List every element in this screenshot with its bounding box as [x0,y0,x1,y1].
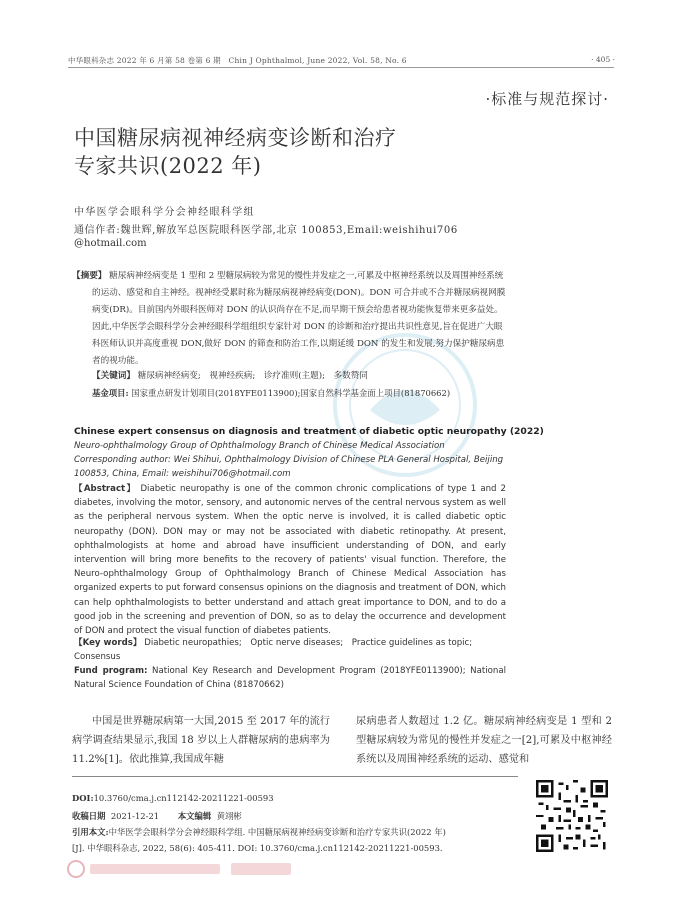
doi-value[interactable]: 10.3760/cma.j.cn112142-20211221-00593 [93,793,274,803]
editor-name: 黄翊彬 [216,811,242,821]
english-fund-label: Fund program: [74,666,148,676]
header-rule [68,67,614,68]
english-title: Chinese expert consensus on diagnosis and treatment of diabetic optic neuropathy (2022) [74,426,544,437]
english-fund [74,664,506,692]
english-keywords-text: Diabetic neuropathies; Optic nerve diseases; Practice guidelines as topic; Consensus [74,638,481,663]
cite-text1: 中华医学会眼科学分会神经眼科学组. 中国糖尿病视神经病变诊断和治疗专家共识(2022 年) [108,827,446,837]
editor-label: 本文编辑 [177,811,212,821]
english-keywords-label: 【Key words】 [74,638,142,648]
publisher-logo-watermark [66,858,306,880]
cite-label: 引用本文: [72,827,109,837]
citation-line1 [72,826,446,838]
corresponding-author-line1: 通信作者:魏世辉,解放军总医院眼科医学部,北京 100853,Email:weishihui706 [74,225,458,236]
keywords-text: 糖尿病神经病变; 视神经疾病; 诊疗准则(主题); 多数赞同 [137,371,368,381]
english-fund-text: National Key Research and Development Program (2018YFE0113900); National Natural Science Foundation of China (81870662) [74,666,506,691]
body-column-left: 中国是世界糖尿病第一大国,2015 至 2017 年的流行病学调查结果显示,我国 18 岁以上人群糖尿病的患病率为 11.2%[1]。依此推算,我国成年糖 [72,716,330,765]
author-group: 中华医学会眼科学分会神经眼科学组 [74,207,255,218]
citation-line2: [J]. 中华眼科杂志, 2022, 58(6): 405-411. DOI: 10.3760/cma.j.cn112142-20211221-00593. [72,843,443,853]
keywords-label: 【关键词】 [92,371,135,381]
qr-code[interactable] [536,780,608,852]
article-title-line2: 专家共识(2022 年) [74,154,262,178]
footnote-rule [72,776,518,777]
english-abstract-label: 【Abstract】 [74,484,137,494]
english-author-group: Neuro-ophthalmology Group of Ophthalmology Branch of Chinese Medical Association [74,441,445,451]
abstract-label: 【摘要】 [72,271,107,281]
received-label: 收稿日期 [72,811,106,821]
fund-text: 国家重点研发计划项目(2018YFE0113900);国家自然科学基金面上项目(81870662) [131,388,451,398]
corresponding-author-line2: @hotmail.com [74,238,147,249]
fund-label: 基金项目: [92,388,129,398]
chinese-abstract [72,268,510,370]
running-head: 中华眼科杂志 2022 年 6 月第 58 卷第 6 期 Chin J Ophthalmol, June 2022, Vol. 58, No. 6 [68,56,407,65]
english-corresponding-line1: Corresponding author: Wei Shihui, Ophthalmology Division of Chinese PLA General Hospital, Beijing [74,455,504,465]
abstract-text: 糖尿病神经病变是 1 型和 2 型糖尿病较为常见的慢性并发症之一,可累及中枢神经系统以及周围神经系统的运动、感觉和自主神经。视神经受累时称为糖尿病视神经病变(DON)。DON 可合并或不合并糖尿病视网膜病变(DR)。目前国内外眼科医师对 DON 的认识尚存在不足,而早期干预会给患者视功能恢复带来更多益处。因此,中华医学会眼科学分会神经眼科学组组织专家针对 DON 的诊断和治疗提出共识性意见,旨在促进广大眼科医师认识并高度重视 DON,做好 DON 的筛查和防治工作,以期延缓 DON 的发生和发展,努力保护糖尿病患者的视功能。 [92,271,506,366]
section-label: ·标准与规范探讨· [485,90,609,108]
doi-line [72,793,274,803]
english-corresponding-line2: 100853, China, Email: weishihui706@hotmail.com [74,469,291,479]
received-date: 2021-12-21 [110,811,160,821]
doi-label: DOI: [72,793,94,803]
article-title-line1: 中国糖尿病视神经病变诊断和治疗 [74,126,397,150]
received-line [72,810,242,822]
chinese-fund [92,385,510,402]
body-column-right: 尿病患者人数超过 1.2 亿。糖尿病神经病变是 1 型和 2 型糖尿病较为常见的慢性并发症之一[2],可累及中枢神经系统以及周围神经系统的运动、感觉和 [356,716,612,765]
english-abstract-text: Diabetic neuropathy is one of the common chronic complications of type 1 and 2 diabetes, involving the motor, sensory, and autonomic nerves of the central nervous system as well as the peripheral nervous system. When the optic nerve is involved, it is called diabetic optic neuropathy (DON). DON may or may not be associated with diabetic retinopathy. At present, ophthalmologists at home and abroad have insufficient understanding of DON, and early intervention will bring more benefits to the recovery of patients' visual function. Therefore, the Neuro-ophthalmology Group of Ophthalmology Branch of Chinese Medical Association has organized experts to put forward consensus opinions on the diagnosis and treatment of DON, which can help ophthalmologists to better understand and attach great importance to DON, and to do a good job in the screening and prevention of DON, so as to delay the occurrence and development of DON and protect the visual function of diabetes patients. [74,484,506,637]
chinese-keywords [92,368,510,385]
english-abstract [74,482,506,638]
page-number: · 405 · [591,55,615,64]
english-keywords [74,636,506,664]
